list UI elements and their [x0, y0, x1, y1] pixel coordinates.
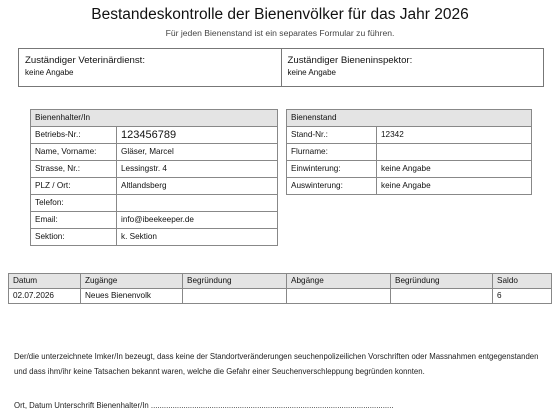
table-cell: Neues Bienenvolk: [81, 289, 183, 304]
field-label: PLZ / Ort:: [31, 178, 117, 195]
table-row: [287, 127, 532, 144]
form-subtitle: Für jeden Bienenstand ist ein separates Formular zu führen.: [165, 28, 395, 38]
table-row: [287, 144, 532, 161]
movements-header-row: [9, 274, 552, 289]
field-label: Betriebs-Nr.:: [31, 127, 117, 144]
wintering-out-value: keine Angabe: [377, 178, 532, 195]
field-label: Strasse, Nr.:: [31, 161, 117, 178]
farm-number-value: 123456789: [117, 127, 278, 144]
bee-inspector-label: Zuständiger Bieneninspektor:: [287, 55, 413, 66]
signature-line: Ort, Datum Unterschrift Bienenhalter/In ................................................................................................................: [14, 401, 394, 410]
section-value: k. Sektion: [117, 229, 278, 246]
field-name-value: [377, 144, 532, 161]
beekeeper-header: Bienenhalter/In: [31, 110, 278, 127]
table-row: [31, 161, 278, 178]
city-value: Altlandsberg: [117, 178, 278, 195]
table-row: [31, 127, 278, 144]
beekeeper-table: [30, 109, 278, 246]
field-label: Email:: [31, 212, 117, 229]
table-cell: [391, 289, 493, 304]
column-header: Zugänge: [81, 274, 183, 289]
column-header: Abgänge: [287, 274, 391, 289]
vet-service-cell: [19, 49, 281, 86]
stand-number-value: 12342: [377, 127, 532, 144]
email-value: info@ibeekeeper.de: [117, 212, 278, 229]
declaration-text: Der/die unterzeichnete Imker/In bezeugt, dass keine der Standortveränderungen seuchenpolizeilichen Vorschriften oder Massnahmen entgegenstanden und dass ihm/ihr keine Tatsachen bekannt waren, welche die Gefahr einer Seuchenverschleppung begründen konnten.: [14, 352, 539, 376]
wintering-in-value: keine Angabe: [377, 161, 532, 178]
table-cell: 6: [493, 289, 552, 304]
bee-inspector-value: keine Angabe: [287, 68, 336, 77]
field-label: Einwinterung:: [287, 161, 377, 178]
column-header: Begründung: [183, 274, 287, 289]
apiary-table: [286, 109, 532, 195]
street-value: Lessingstr. 4: [117, 161, 278, 178]
table-cell: 02.07.2026: [9, 289, 81, 304]
field-label: Name, Vorname:: [31, 144, 117, 161]
form-title: Bestandeskontrolle der Bienenvölker für das Jahr 2026: [91, 6, 469, 23]
table-row: [287, 161, 532, 178]
table-row: [9, 289, 552, 304]
bee-inspector-cell: [281, 49, 544, 86]
field-label: Sektion:: [31, 229, 117, 246]
vet-service-label: Zuständiger Veterinärdienst:: [25, 55, 145, 66]
table-row: [31, 195, 278, 212]
table-row: [31, 178, 278, 195]
field-label: Flurname:: [287, 144, 377, 161]
field-label: Auswinterung:: [287, 178, 377, 195]
movements-table: [8, 273, 552, 304]
authorities-box: [18, 48, 544, 87]
table-cell: [183, 289, 287, 304]
field-label: Stand-Nr.:: [287, 127, 377, 144]
name-value: Gläser, Marcel: [117, 144, 278, 161]
table-row: [31, 212, 278, 229]
column-header: Datum: [9, 274, 81, 289]
table-row: [287, 178, 532, 195]
phone-value: [117, 195, 278, 212]
table-cell: [287, 289, 391, 304]
vet-service-value: keine Angabe: [25, 68, 74, 77]
table-row: [31, 229, 278, 246]
table-row: [31, 144, 278, 161]
column-header: Begründung: [391, 274, 493, 289]
field-label: Telefon:: [31, 195, 117, 212]
column-header: Saldo: [493, 274, 552, 289]
apiary-header: Bienenstand: [287, 110, 532, 127]
